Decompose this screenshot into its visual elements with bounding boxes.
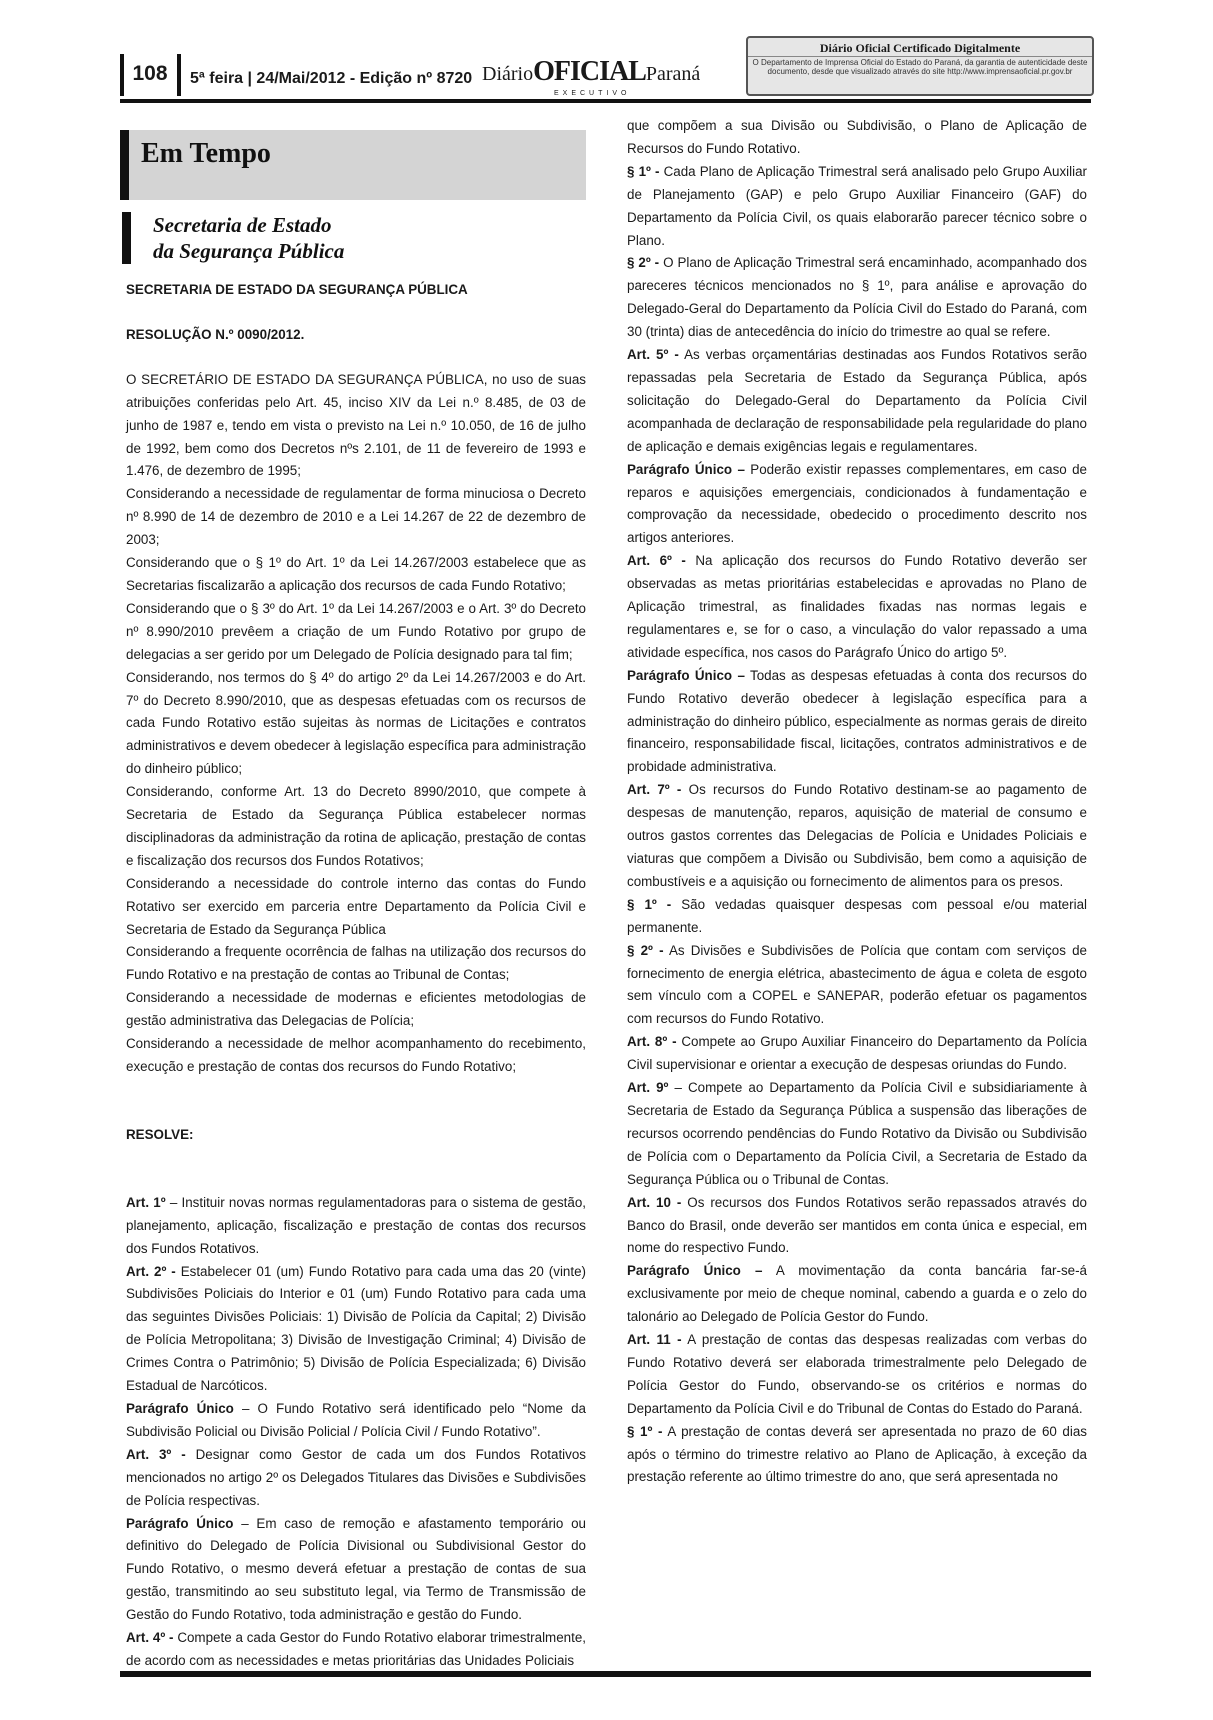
- paragraph-text: A prestação de contas deverá ser apresentada no prazo de 60 dias após o término do trimestre relativo ao Plano de Aplicação, à exceção da prestação referente ao último trimestre do ano, que será apresentada no: [627, 1423, 1087, 1485]
- paragraph: [627, 115, 1087, 161]
- paragraph-text: A movimentação da conta bancária far-se-á exclusivamente por meio de cheque nominal, cabendo a guarda e o zelo do talonário ao Delegado de Polícia Gestor do Fundo.: [627, 1263, 1087, 1325]
- article-label: § 1º -: [627, 896, 672, 912]
- article-label: Art. 5º -: [627, 347, 679, 363]
- paragraph-text: – Compete ao Departamento da Polícia Civil e subsidiariamente à Secretaria de Estado da Segurança Pública a suspensão das liberações de recursos ocorrendo pendências do Fundo Rotativo da Divisão ou Subdivisão de Polícia com o Departamento da Polícia Civil, a Secretaria de Estado da Segurança Pública ou o Tribunal de Contas.: [627, 1080, 1087, 1187]
- article-label: Art. 10 -: [627, 1194, 682, 1210]
- article-label: § 1º -: [627, 1423, 663, 1439]
- paragraph-text: que compõem a sua Divisão ou Subdivisão, o Plano de Aplicação de Recursos do Fundo Rotativo.: [627, 118, 1087, 156]
- page-header: [120, 41, 1091, 98]
- paragraph: [627, 940, 1087, 1032]
- footer-rule: [120, 1671, 1091, 1677]
- logo-diario: Diário: [482, 63, 534, 85]
- paragraph-text: – O Fundo Rotativo será identificado pelo “Nome da Subdivisão Policial ou Divisão Policial / Polícia Civil / Fundo Rotativo”.: [126, 1400, 586, 1439]
- paragraph: [627, 550, 1087, 665]
- paragraph-text: Considerando a necessidade de regulamentar de forma minuciosa o Decreto nº 8.990 de 14 de dezembro de 2010 e a Lei 14.267 de 22 de dezembro de 2003;: [126, 486, 586, 548]
- paragraph-text: – Em caso de remoção e afastamento temporário ou definitivo do Delegado de Polícia Divisional ou Subdivisional Gestor do Fundo Rotativo, o mesmo deverá efetuar a prestação de contas de sua gestão, transmitindo ao seu substituto legal, via Termo de Transmissão de Gestão do Fundo Rotativo, toda administração e gestão do Fundo.: [126, 1515, 586, 1623]
- paragraph-text: Compete a cada Gestor do Fundo Rotativo elaborar trimestralmente, de acordo com as necessidades e metas prioritárias das Unidades Policiais: [126, 1630, 586, 1668]
- paragraph-text: Considerando a necessidade de modernas e eficientes metodologias de gestão administrativa das Delegacias de Polícia;: [126, 990, 586, 1029]
- logo-parana: Paraná: [645, 63, 701, 85]
- article-label: Parágrafo Único: [126, 1515, 234, 1531]
- paragraph-text: Considerando a necessidade do controle interno das contas do Fundo Rotativo ser exercido em parceria entre Departamento da Polícia Civil e Secretaria de Estado da Segurança Pública: [126, 875, 586, 937]
- paragraph: [126, 552, 586, 598]
- diario-oficial-logo: [482, 56, 722, 96]
- paragraph: [627, 894, 1087, 940]
- paragraph-text: O SECRETÁRIO DE ESTADO DA SEGURANÇA PÚBLICA, no uso de suas atribuições conferidas pelo Art. 45, inciso XIV da Lei n.º 8.485, de 03 de junho de 1987 e, tendo em vista o previsto na Lei n.º 10.050, de 16 de julho de 1992, bem como dos Decretos nºs 2.101, de 11 de fevereiro de 1993 e 1.476, de dezembro de 1995;: [126, 371, 586, 479]
- paragraph: [126, 369, 586, 484]
- article-label: Art. 8º -: [627, 1034, 677, 1050]
- paragraph-text: Os recursos dos Fundos Rotativos serão repassados através do Banco do Brasil, onde deverão ser mantidos em conta única e especial, em nome do respectivo Fundo.: [627, 1194, 1087, 1256]
- article-label: Parágrafo Único –: [627, 461, 745, 477]
- paragraph-text: Considerando, conforme Art. 13 do Decreto 8990/2010, que compete à Secretaria de Estado da Segurança Pública estabelecer normas disciplinadoras da administração da rotina de aplicação, prestação de contas e fiscalização dos recursos dos Fundos Rotativos;: [126, 784, 586, 868]
- paragraph: [627, 1192, 1087, 1261]
- section-title: Em Tempo: [141, 138, 271, 169]
- paragraph: [126, 667, 586, 782]
- logo-subtitle: EXECUTIVO: [554, 90, 631, 97]
- article-label: Art. 7º -: [627, 782, 682, 798]
- department-heading: [122, 212, 344, 264]
- article-label: § 2º -: [627, 942, 664, 958]
- paragraph-text: Na aplicação dos recursos do Fundo Rotativo deverão ser observadas as metas prioritárias estabelecidas e aprovadas no Plano de Aplicação trimestral, as finalidades fixadas nas normas legais e regulamentares e, se for o caso, a vinculação do valor repassado a uma atividade específica, nos casos do Parágrafo Único do artigo 5º.: [627, 553, 1087, 660]
- paragraph-text: Os recursos do Fundo Rotativo destinam-se ao pagamento de despesas de manutenção, reparos, aquisição de material de consumo e outros gastos correntes das Delegacias de Polícia e Unidades Policiais e viaturas que compõem a Divisão ou Subdivisão, bem como a aquisição de combustíveis e a aquisição ou fornecimento de alimentos para os presos.: [627, 782, 1087, 889]
- paragraph: [126, 1398, 586, 1444]
- paragraph: [126, 1033, 586, 1079]
- paragraph: [627, 1329, 1087, 1421]
- article-label: § 1º -: [627, 163, 660, 179]
- paragraph: [627, 459, 1087, 551]
- paragraph: [627, 1260, 1087, 1329]
- paragraph: [126, 1627, 586, 1673]
- department-line-1: Secretaria de Estado: [153, 213, 332, 237]
- section-heading: SECRETARIA DE ESTADO DA SEGURANÇA PÚBLICA: [126, 282, 468, 297]
- paragraph: [126, 1192, 586, 1261]
- article-label: Art. 11 -: [627, 1332, 682, 1348]
- paragraph: [126, 598, 586, 667]
- left-column: [126, 279, 586, 1673]
- right-column: [627, 115, 1087, 1489]
- paragraph-text: Designar como Gestor de cada um dos Fundos Rotativos mencionados no artigo 2º os Delegados Titulares das Divisões e Subdivisões de Polícia respectivas.: [126, 1446, 586, 1508]
- paragraph-text: São vedadas quaisquer despesas com pessoal e/ou material permanente.: [627, 896, 1087, 935]
- paragraph: [627, 665, 1087, 780]
- paragraph: [627, 252, 1087, 344]
- paragraph-text: Todas as despesas efetuadas à conta dos recursos do Fundo Rotativo deverão obedecer à legislação específica para a administração do dinheiro público, especialmente as normas gerais de direito financeiro, responsabilidade fiscal, licitações, contratos administrativos e de probidade administrativa.: [627, 667, 1087, 775]
- date-edition: 5ª feira | 24/Mai/2012 - Edição nº 8720: [190, 70, 473, 87]
- digital-certificate-box: [746, 36, 1094, 96]
- article-label: Art. 4º -: [126, 1630, 174, 1646]
- paragraph: [627, 779, 1087, 894]
- paragraph: [627, 1421, 1087, 1490]
- paragraph-text: O Plano de Aplicação Trimestral será encaminhado, acompanhado dos pareceres técnicos mencionados no § 1º, para análise e aprovação do Delegado-Geral do Departamento da Polícia Civil do Estado do Paraná, com 30 (trinta) dias de antecedência do início do trimestre ao qual se refere.: [627, 255, 1088, 340]
- section-heading: RESOLUÇÃO N.º 0090/2012.: [126, 326, 305, 342]
- article-label: Parágrafo Único –: [627, 1263, 763, 1279]
- paragraph-text: Considerando a necessidade de melhor acompanhamento do recebimento, execução e prestação de contas dos recursos do Fundo Rotativo;: [126, 1036, 586, 1074]
- paragraph-text: – Instituir novas normas regulamentadoras para o sistema de gestão, planejamento, aplicação, fiscalização e prestação de contas dos recursos dos Fundos Rotativos.: [126, 1194, 586, 1256]
- section-band: [120, 130, 586, 200]
- article-label: Art. 6º -: [627, 553, 686, 569]
- certificate-text: O Departamento de Imprensa Oficial do Estado do Paraná, da garantia de autenticidade deste documento, desde que visualizado através do site http://www.imprensaoficial.pr.gov.br: [752, 58, 1088, 76]
- paragraph: [126, 987, 586, 1033]
- paragraph: [126, 1513, 586, 1628]
- paragraph: [627, 161, 1087, 253]
- logo-oficial: OFICIAL: [533, 56, 646, 87]
- paragraph-text: Considerando, nos termos do § 4º do artigo 2º da Lei 14.267/2003 e do Art. 7º do Decreto 8.990/2010, que as despesas efetuadas com os recursos de cada Fundo Rotativo estão sujeitas às normas de Licitações e contratos administrativos e devem obedecer à legislação específica para administração do dinheiro público;: [126, 669, 586, 777]
- paragraph-text: Poderão existir repasses complementares, em caso de reparos e aquisições emergenciais, condicionados à fundamentação e comprovação da necessidade, obedecido o procedimento descrito nos artigos anteriores.: [627, 461, 1087, 546]
- article-label: § 2º -: [627, 255, 660, 271]
- paragraph: [627, 344, 1087, 459]
- article-label: Art. 9º: [627, 1080, 669, 1096]
- paragraph: [126, 873, 586, 942]
- paragraph: [126, 781, 586, 873]
- article-label: Art. 3º -: [126, 1446, 186, 1462]
- paragraph: [126, 483, 586, 552]
- paragraph-text: Considerando que o § 3º do Art. 1º da Lei 14.267/2003 e o Art. 3º do Decreto nº 8.990/2010 prevêem a criação de um Fundo Rotativo por grupo de delegacias a ser gerido por um Delegado de Polícia designado para tal fim;: [126, 600, 586, 662]
- header-divider: [177, 54, 181, 96]
- paragraph: [126, 1444, 586, 1513]
- paragraph-text: Cada Plano de Aplicação Trimestral será analisado pelo Grupo Auxiliar de Planejamento (GAP) e pelo Grupo Auxiliar Financeiro (GAF) do Departamento da Polícia Civil, os quais elaborarão parecer técnico sobre o Plano.: [627, 163, 1087, 248]
- section-heading: RESOLVE:: [126, 1126, 194, 1142]
- article-label: Art. 1º: [126, 1194, 166, 1210]
- department-line-2: da Segurança Pública: [153, 239, 345, 263]
- paragraph-text: Considerando a frequente ocorrência de falhas na utilização dos recursos do Fundo Rotativo e na prestação de contas ao Tribunal de Contas;: [126, 944, 586, 983]
- paragraph: [126, 941, 586, 987]
- header-rule: [120, 99, 1091, 103]
- page-number: 108: [120, 54, 176, 96]
- paragraph-text: Estabelecer 01 (um) Fundo Rotativo para cada uma das 20 (vinte) Subdivisões Policiais do Interior e 01 (um) Fundo Rotativo para cada uma das seguintes Divisões Policiais: 1) Divisão de Polícia da Capital; 2) Divisão de Polícia Metropolitana; 3) Divisão de Investigação Criminal; 4) Divisão de Crimes Contra o Patrimônio; 5) Divisão de Polícia Especializada; 6) Divisão Estadual de Narcóticos.: [126, 1263, 586, 1394]
- certificate-title: Diário Oficial Certificado Digitalmente: [748, 41, 1092, 57]
- paragraph-text: As Divisões e Subdivisões de Polícia que contam com serviços de fornecimento de energia elétrica, abastecimento de água e coleta de esgoto sem vínculo com a COPEL e SANEPAR, poderão efetuar os pagamentos com recursos do Fundo Rotativo.: [627, 942, 1087, 1027]
- paragraph: [627, 1031, 1087, 1077]
- article-label: Parágrafo Único: [126, 1400, 234, 1416]
- article-label: Parágrafo Único –: [627, 667, 745, 683]
- paragraph-text: As verbas orçamentárias destinadas aos Fundos Rotativos serão repassadas pela Secretaria de Estado da Segurança Pública, após solicitação do Delegado-Geral do Departamento da Polícia Civil acompanhada de declaração de responsabilidade pela regularidade do plano de aplicação e demais exigências legais e regulamentares.: [627, 347, 1087, 454]
- paragraph-text: Considerando que o § 1º do Art. 1º da Lei 14.267/2003 estabelece que as Secretarias fiscalizarão a aplicação dos recursos de cada Fundo Rotativo;: [126, 555, 586, 593]
- article-label: Art. 2º -: [126, 1263, 176, 1279]
- paragraph-text: A prestação de contas das despesas realizadas com verbas do Fundo Rotativo deverá ser elaborada trimestralmente pelo Delegado de Polícia Gestor do Fundo, observando-se os critérios e normas do Departamento da Polícia Civil e do Tribunal de Contas do Estado do Paraná.: [627, 1332, 1087, 1416]
- paragraph: [627, 1077, 1087, 1192]
- paragraph-text: Compete ao Grupo Auxiliar Financeiro do Departamento da Polícia Civil supervisionar e orientar a execução de despesas oriundas do Fundo.: [627, 1034, 1087, 1073]
- paragraph: [126, 1261, 586, 1398]
